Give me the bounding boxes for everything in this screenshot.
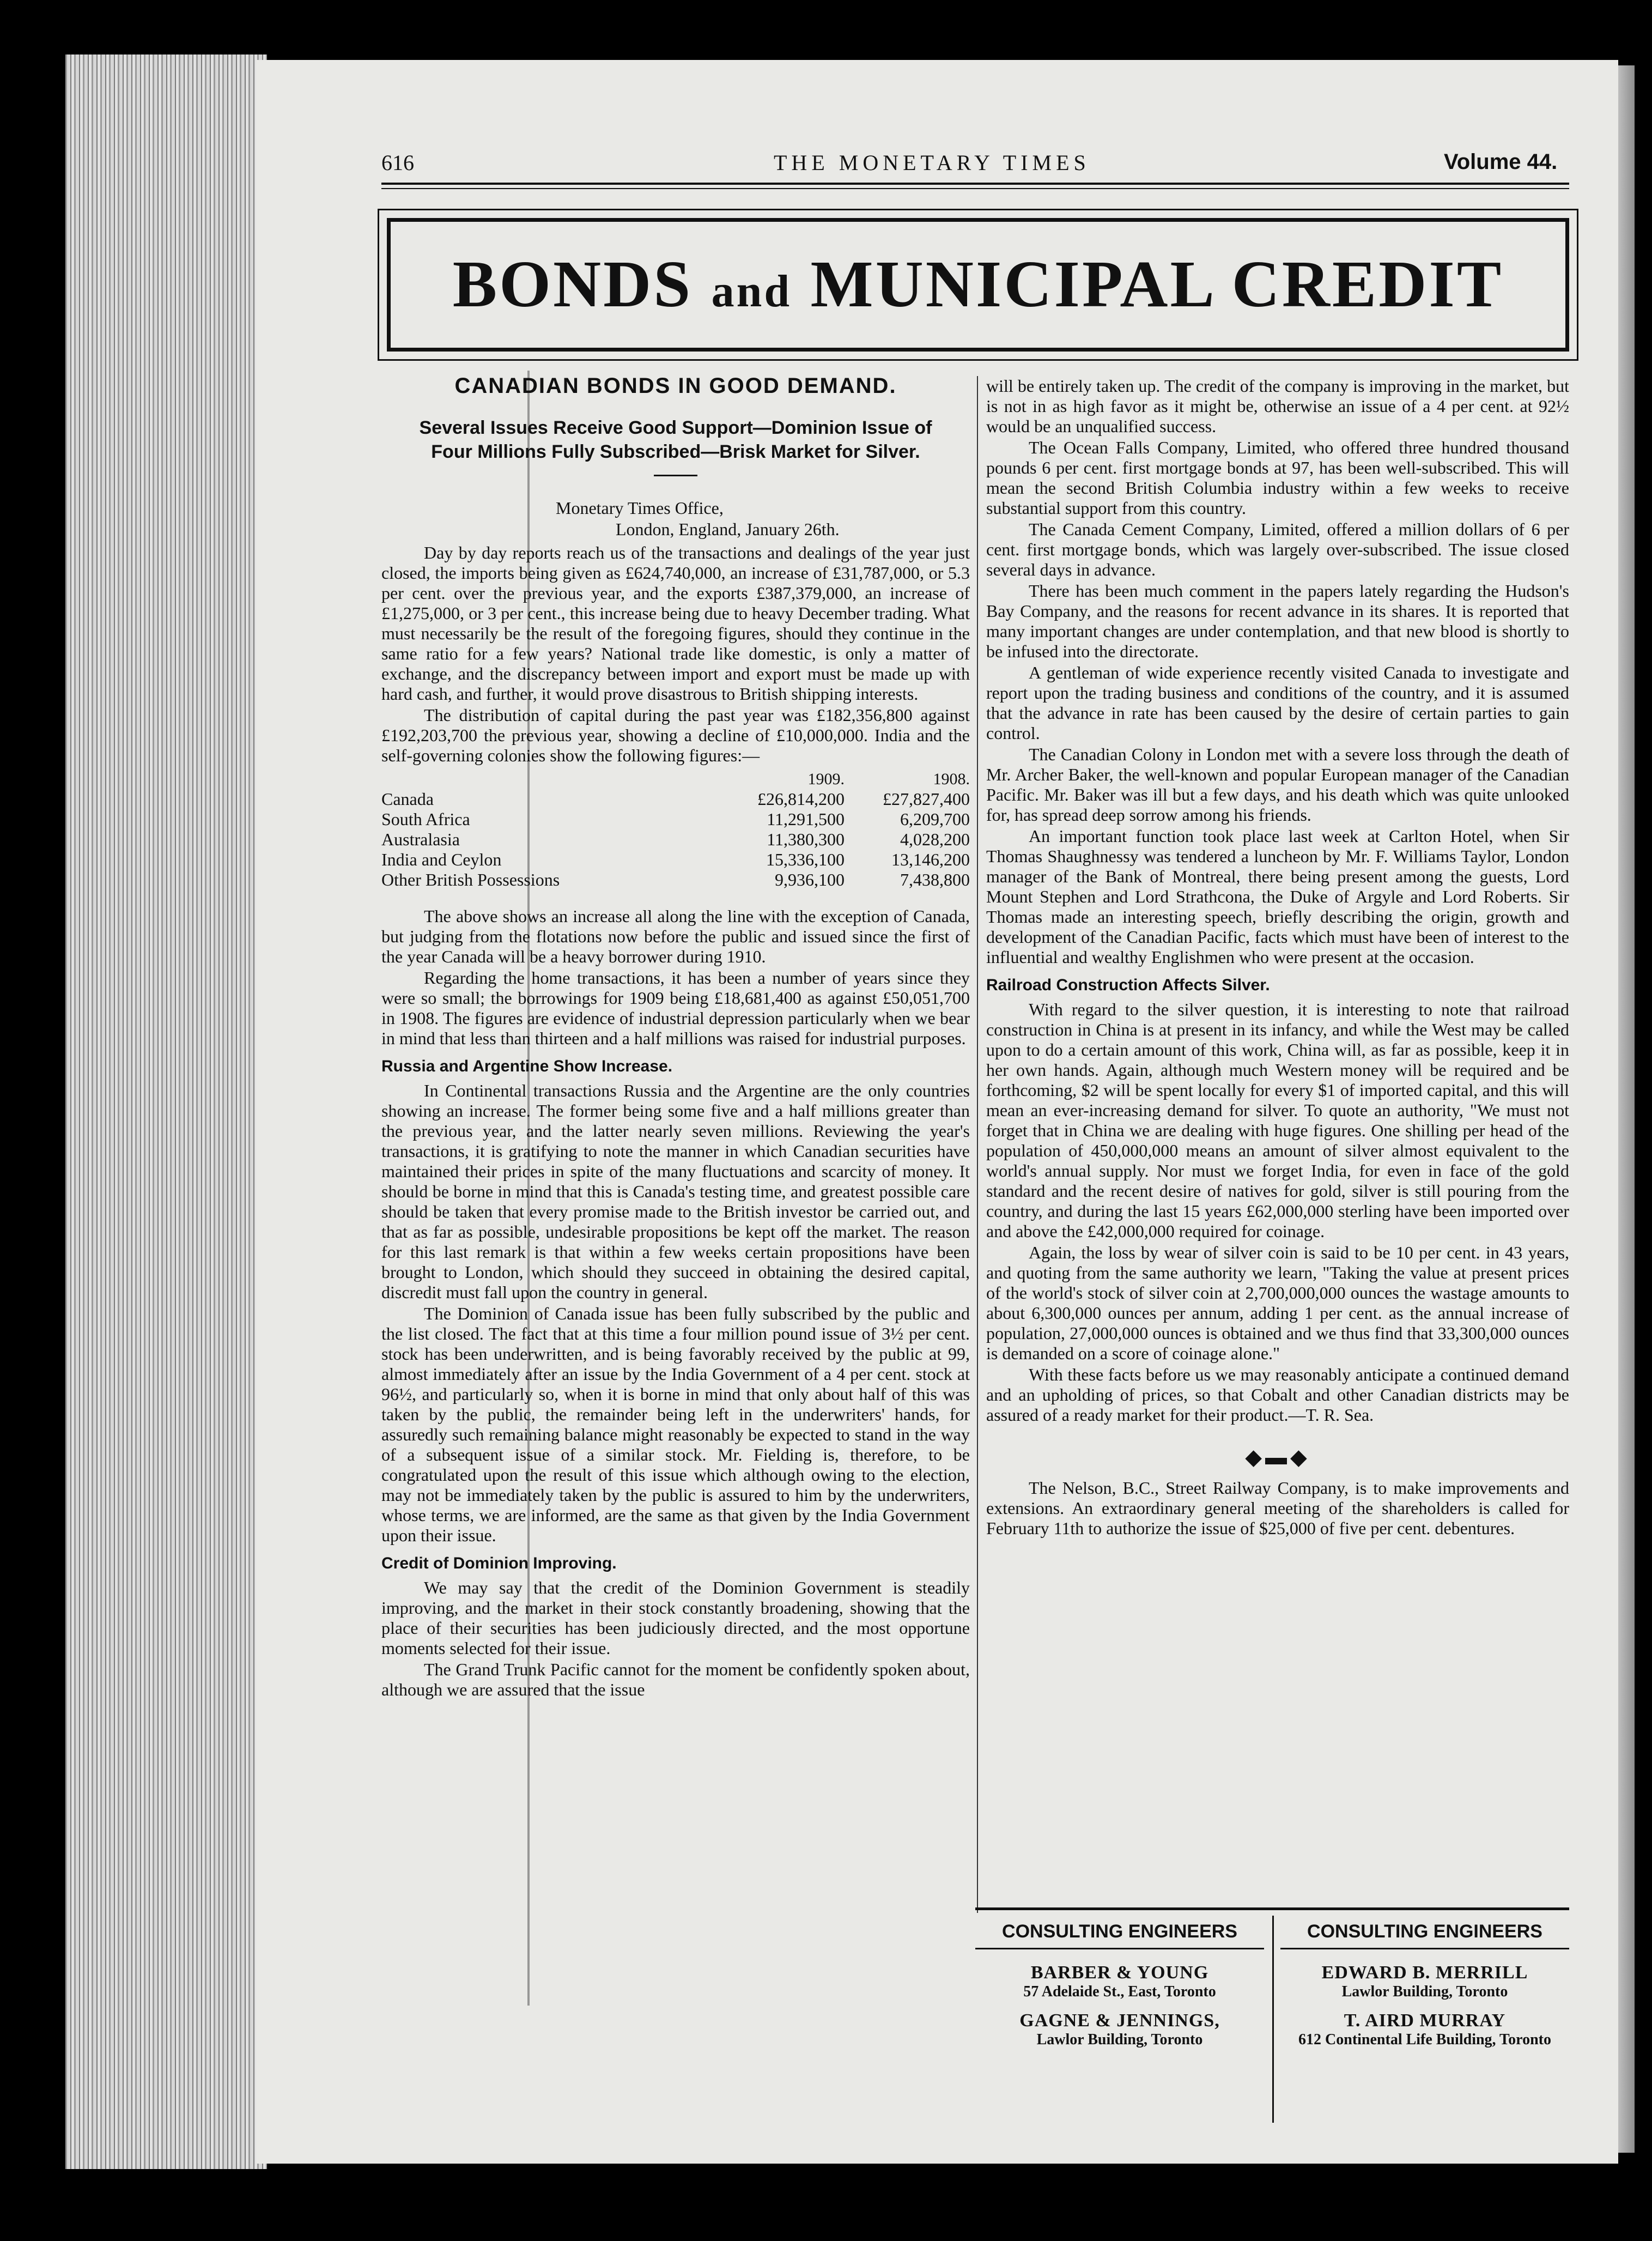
table-cell-1908: £27,827,400 bbox=[883, 789, 970, 809]
dateline-place: London, England, January 26th. bbox=[616, 519, 840, 539]
table-col-1908: 1908. bbox=[933, 770, 970, 788]
table-row bbox=[381, 850, 970, 870]
table-row-name: South Africa bbox=[381, 809, 470, 829]
ad-divider bbox=[1272, 1916, 1274, 2123]
paragraph: The distribution of capital during the past year was £182,356,800 against £192,203,700 the previous year, showing a decline of £10,000,000. India and the self-governing colonies show the following figures:— bbox=[381, 705, 970, 765]
table-cell-1908: 7,438,800 bbox=[900, 870, 970, 889]
table-cell-1908: 6,209,700 bbox=[900, 809, 970, 829]
section-title bbox=[391, 246, 1565, 323]
header-rule-thin bbox=[381, 188, 1569, 189]
paragraph: The Ocean Falls Company, Limited, who offered three hundred thousand pounds 6 per cent. first mortgage bonds at 97, has been well-subscribed. This will mean the second British Columbia industry within a few weeks to receive substantial support from this country. bbox=[986, 438, 1569, 518]
table-row-name: India and Ceylon bbox=[381, 850, 502, 869]
table-col-1909: 1909. bbox=[807, 770, 845, 788]
ad-firm: EDWARD B. MERRILL bbox=[1321, 1963, 1528, 1983]
ad-consulting-engineers-right bbox=[1280, 1921, 1569, 2058]
paragraph: The Grand Trunk Pacific cannot for the moment be confidently spoken about, although we are assured that the issue bbox=[381, 1659, 970, 1699]
ad-address: 57 Adelaide St., East, Toronto bbox=[1023, 1983, 1216, 2000]
table-cell-1909: 11,380,300 bbox=[767, 829, 845, 849]
table-row bbox=[381, 829, 970, 850]
table-cell-1909: 11,291,500 bbox=[767, 809, 845, 829]
paragraph: A gentleman of wide experience recently visited Canada to investigate and report upon the trading business and conditions of the country, and it is assumed that the advance in rate has been caused by the desire of certain parties to gain control. bbox=[986, 663, 1569, 743]
paragraph: The Canadian Colony in London met with a severe loss through the death of Mr. Archer Baker, the well-known and popular European manager of the Canadian Pacific. Mr. Baker was ill but a few days, and his death which was quite unlooked for, has spread deep sorrow among his friends. bbox=[986, 744, 1569, 825]
ad-firm: T. AIRD MURRAY bbox=[1344, 2010, 1506, 2031]
table-row-name: Canada bbox=[381, 789, 434, 809]
railway-note: The Nelson, B.C., Street Railway Company, is to make improvements and extensions. An extraordinary general meeting of the shareholders is called for February 11th to authorize the issue of $25,000 of five per cent. debentures. bbox=[986, 1478, 1569, 1538]
paragraph: Again, the loss by wear of silver coin is said to be 10 per cent. in 43 years, and quoting from the same authority we learn, "Taking the value at present prices of the world's stock of silver coin at 2,700,000,000 ounces the wastage amounts to about 6,300,000 ounces per annum, adding 1 per cent. as the annual increase of population, 27,000,000 ounces is obtained and we thus find that 33,300,000 ounces is demanded on a score of coinage alone." bbox=[986, 1243, 1569, 1363]
paragraph: The above shows an increase all along the line with the exception of Canada, but judging from the flotations now before the public and issued since the first of the year Canada will be a heavy borrower during 1910. bbox=[381, 906, 970, 966]
paragraph: The Dominion of Canada issue has been fully subscribed by the public and the list closed. The fact that at this time a four million pound issue of 3½ per cent. stock has been underwritten, and is being favorably received by the public at 99, almost immediately after an issue by the India Government of a 4 per cent. stock at 96½, and particularly so, when it is borne in mind that only about half of this was taken by the public, the remainder being left in the underwriters' hands, for assuredly such remaining balance might reasonably be expected to stand in the way of a subsequent issue of a similar stock. Mr. Fielding is, therefore, to be congratulated upon the result of this issue which although owing to the election, may not be immediately taken by the public is assured to him by the underwriters, whose terms, we are informed, are the same as that given by the India Government upon their issue. bbox=[381, 1304, 970, 1545]
capital-distribution-table bbox=[381, 769, 970, 890]
section-title-part2: MUNICIPAL CREDIT bbox=[810, 247, 1504, 321]
advertisements bbox=[975, 1907, 1569, 2136]
subheading: Credit of Dominion Improving. bbox=[381, 1554, 617, 1572]
table-cell-1909: 9,936,100 bbox=[775, 870, 845, 889]
section-banner bbox=[387, 218, 1569, 352]
paragraph: With regard to the silver question, it is interesting to note that railroad construction in China is at present in its infancy, and while the West may be called upon to do a certain amount of this work, China will, as far as possible, keep it in her own hands. Again, although much Western money will be required and be forthcoming, $2 will be spent locally for every $1 of imported capital, and this will mean an ever-increasing demand for silver. To quote an authority, "We must not forget that in China we are dealing with huge figures. One shilling per head of the population of 450,000,000 means an amount of silver almost equivalent to the world's annual supply. Nor must we forget India, for even in face of the gold standard and the recent desire of natives for gold, silver is still pouring from the country, and during the last 15 years £62,000,000 sterling have been imported over and above the £42,000,000 required for coinage. bbox=[986, 1000, 1569, 1241]
paragraph: Regarding the home transactions, it has been a number of years since they were so small; the borrowings for 1909 being £18,681,400 as against £50,051,700 in 1908. The figures are evidence of industrial depression particularly when we bear in mind that less than thirteen and a half millions was raised for industrial purposes. bbox=[381, 968, 970, 1048]
table-row-name: Australasia bbox=[381, 829, 460, 849]
subheading: Railroad Construction Affects Silver. bbox=[986, 976, 1270, 994]
paragraph: The Canada Cement Company, Limited, offered a million dollars of 6 per cent. first mortgage bonds, which was largely over-subscribed. The issue closed several days in advance. bbox=[986, 519, 1569, 579]
table-cell-1909: 15,336,100 bbox=[766, 850, 845, 869]
ad-firm: BARBER & YOUNG bbox=[1030, 1963, 1209, 1983]
table-row bbox=[381, 809, 970, 829]
paragraph: We may say that the credit of the Dominion Government is steadily improving, and the market in their stock constantly broadening, showing that the place of their securities has been judiciously directed, and the most opportune moments selected for their issue. bbox=[381, 1578, 970, 1658]
deck-rule bbox=[654, 475, 697, 476]
book-page-edges bbox=[65, 54, 267, 2169]
section-title-part1: BONDS bbox=[452, 247, 693, 321]
right-column bbox=[986, 376, 1569, 1540]
subheading: Russia and Argentine Show Increase. bbox=[381, 1057, 673, 1075]
page-number: 616 bbox=[381, 150, 414, 175]
table-cell-1908: 4,028,200 bbox=[900, 829, 970, 849]
paragraph: There has been much comment in the papers lately regarding the Hudson's Bay Company, and the reasons for recent advance in its shares. It is reported that many important changes are under contemplation, and that new blood is shortly to be infused into the directorate. bbox=[986, 581, 1569, 661]
paragraph: Day by day reports reach us of the transactions and dealings of the year just closed, the imports being given as £624,740,000, an increase of £31,787,000, or 5.3 per cent. over the previous year, and the exports £387,379,000, an increase of £1,275,000, or 3 per cent., this increase being due to heavy December trading. What must necessarily be the result of the foregoing figures, should they continue in the same ratio for a few years? National trade like domestic, is only a matter of exchange, and the discrepancy between import and export must be made up with hard cash, and further, it would prove disastrous to British shipping interests. bbox=[381, 543, 970, 704]
column-divider bbox=[977, 376, 978, 1913]
ad-consulting-engineers-left bbox=[975, 1921, 1264, 2058]
table-cell-1909: £26,814,200 bbox=[757, 789, 845, 809]
section-title-and: and bbox=[711, 266, 792, 317]
article-deck: Several Issues Receive Good Support—Dominion Issue of Four Millions Fully Subscribed—Brisk Market for Silver. bbox=[419, 417, 932, 462]
table-row bbox=[381, 870, 970, 890]
paragraph: will be entirely taken up. The credit of the company is improving in the market, but is not in as high favor as it might be, otherwise an issue of a 4 per cent. at 92½ would be an unqualified success. bbox=[986, 376, 1569, 436]
ornament-divider-icon: ◆▬◆ bbox=[1245, 1445, 1310, 1469]
dateline-office: Monetary Times Office, bbox=[556, 498, 724, 518]
paragraph: An important function took place last week at Carlton Hotel, when Sir Thomas Shaughnessy was tendered a luncheon by Mr. F. Williams Taylor, London manager of the Bank of Montreal, there being present among the guests, Lord Mount Stephen and Lord Strathcona, the Duke of Argyle and Lord Roberts. Sir Thomas made an interesting speech, briefly describing the origin, growth and development of the Canadian Pacific, facts which must have been of interest to the influential and wealthy Englishmen who were present at the occasion. bbox=[986, 826, 1569, 967]
ad-address: Lawlor Building, Toronto bbox=[1341, 1983, 1508, 2000]
table-header-row bbox=[381, 769, 970, 789]
volume-label: Volume 44. bbox=[1444, 150, 1558, 174]
publication-title: THE MONETARY TIMES bbox=[774, 150, 1090, 175]
ad-address: 612 Continental Life Building, Toronto bbox=[1298, 2031, 1551, 2048]
ad-heading: CONSULTING ENGINEERS bbox=[975, 1921, 1264, 1949]
article-title: CANADIAN BONDS IN GOOD DEMAND. bbox=[454, 374, 897, 398]
table-row-name: Other British Possessions bbox=[381, 870, 560, 889]
paragraph: In Continental transactions Russia and the Argentine are the only countries showing an increase. The former being some five and a half millions greater than the previous year, and the latter nearly seven millions. Reviewing the year's transactions, it is gratifying to note the manner in which Canadian securities have maintained their prices in spite of the many fluctuations and scarcity of money. It should be borne in mind that this is Canada's testing time, and greatest possible care should be taken that every promise made to the British investor be carried out, and that as far as possible, undesirable propositions be kept off the market. The reason for this last remark is that within a few weeks certain propositions have been brought to London, which should they succeed in obtaining the desired capital, discredit must fall upon the country in general. bbox=[381, 1081, 970, 1302]
paragraph: With these facts before us we may reasonably anticipate a continued demand and an upholding of prices, so that Cobalt and other Canadian districts may be assured of a ready market for their product.—T. R. Sea. bbox=[986, 1365, 1569, 1425]
table-cell-1908: 13,146,200 bbox=[891, 850, 970, 869]
ad-address: Lawlor Building, Toronto bbox=[1036, 2031, 1203, 2048]
ad-heading: CONSULTING ENGINEERS bbox=[1280, 1921, 1569, 1949]
table-row bbox=[381, 789, 970, 809]
header-rule bbox=[381, 183, 1569, 185]
ad-firm: GAGNE & JENNINGS, bbox=[1019, 2010, 1220, 2031]
left-column bbox=[381, 376, 970, 1701]
